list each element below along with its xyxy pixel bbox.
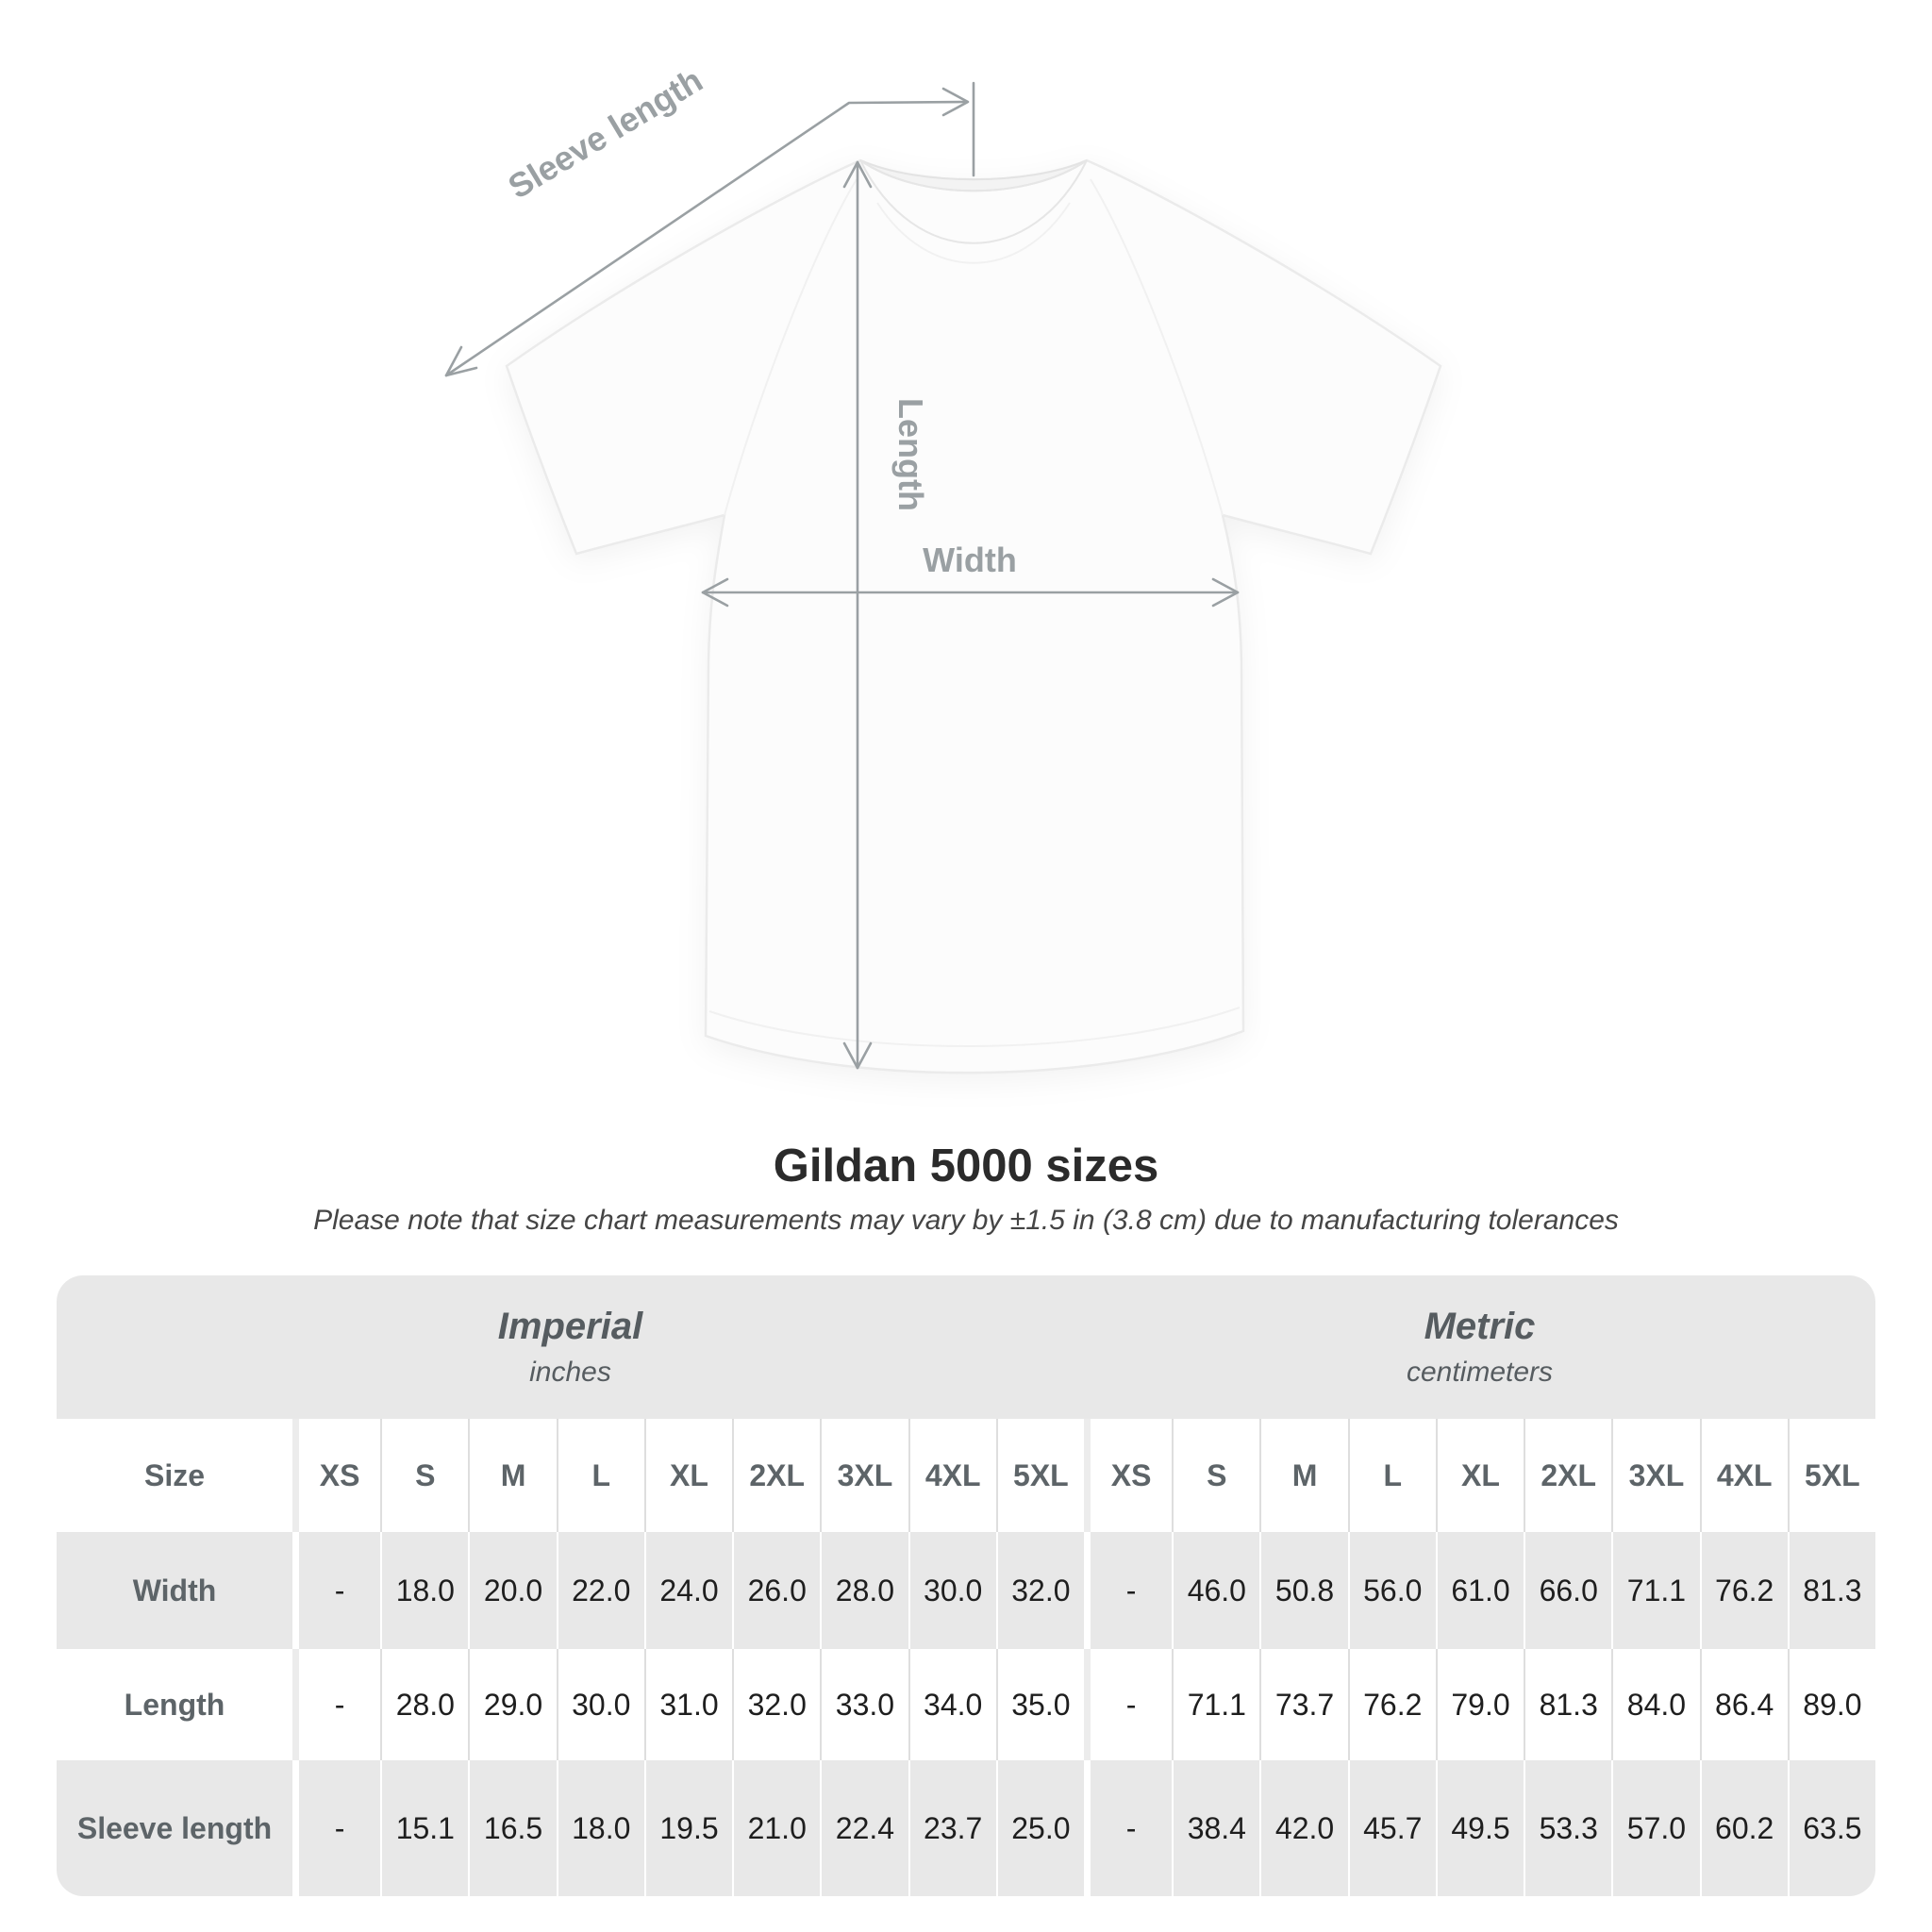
row-label: Width: [132, 1573, 217, 1607]
table-cell: 32.0: [732, 1649, 820, 1760]
table-cell: 28.0: [380, 1649, 468, 1760]
table-cell: 76.2: [1700, 1532, 1788, 1649]
table-cell: 46.0: [1172, 1532, 1259, 1649]
table-cell: 35.0: [996, 1649, 1084, 1760]
table-cell: 18.0: [380, 1532, 468, 1649]
table-cell: 18.0: [557, 1760, 644, 1896]
size-table: [57, 1275, 1875, 1896]
row-label: Sleeve length: [76, 1810, 273, 1845]
table-cell: -: [292, 1649, 380, 1760]
size-header-metric: 4XL: [1700, 1419, 1788, 1532]
row-label: Length: [124, 1687, 225, 1722]
size-header-row: [57, 1419, 1875, 1532]
size-header-imperial: 5XL: [996, 1419, 1084, 1532]
table-cell: 26.0: [732, 1532, 820, 1649]
table-cell: -: [1084, 1532, 1172, 1649]
size-header-metric: 5XL: [1788, 1419, 1875, 1532]
table-cell: 56.0: [1348, 1532, 1436, 1649]
table-cell: 53.3: [1524, 1760, 1611, 1896]
table-cell: 50.8: [1259, 1532, 1347, 1649]
table-row-width: [57, 1532, 1875, 1649]
table-cell: 22.4: [820, 1760, 908, 1896]
table-cell: 66.0: [1524, 1532, 1611, 1649]
table-cell: 71.1: [1611, 1532, 1699, 1649]
table-cell: 38.4: [1172, 1760, 1259, 1896]
table-cell: 32.0: [996, 1532, 1084, 1649]
table-cell: 24.0: [644, 1532, 732, 1649]
table-cell: 79.0: [1436, 1649, 1524, 1760]
size-header-imperial: 4XL: [908, 1419, 996, 1532]
table-cell: 20.0: [468, 1532, 556, 1649]
metric-unit: centimeters: [1406, 1357, 1554, 1388]
table-cell: 30.0: [908, 1532, 996, 1649]
metric-heading: Metric: [1424, 1306, 1536, 1347]
size-header-imperial: XL: [644, 1419, 732, 1532]
table-row-length: [57, 1649, 1875, 1760]
table-cell: 89.0: [1788, 1649, 1875, 1760]
table-cell: 21.0: [732, 1760, 820, 1896]
length-label: Length: [891, 398, 930, 511]
imperial-heading: Imperial: [497, 1306, 643, 1347]
table-cell: 61.0: [1436, 1532, 1524, 1649]
table-cell: -: [1084, 1649, 1172, 1760]
table-row-sleeve-length: [57, 1760, 1875, 1896]
table-cell: 73.7: [1259, 1649, 1347, 1760]
table-cell: 76.2: [1348, 1649, 1436, 1760]
size-header-imperial: M: [468, 1419, 556, 1532]
table-cell: 23.7: [908, 1760, 996, 1896]
size-header-metric: 3XL: [1611, 1419, 1699, 1532]
width-label: Width: [923, 541, 1017, 579]
size-header-imperial: S: [380, 1419, 468, 1532]
table-cell: 71.1: [1172, 1649, 1259, 1760]
table-cell: 28.0: [820, 1532, 908, 1649]
page-title: Gildan 5000 sizes: [773, 1141, 1159, 1191]
size-header-metric: S: [1172, 1419, 1259, 1532]
unit-group-row: [57, 1275, 1875, 1419]
table-cell: 31.0: [644, 1649, 732, 1760]
table-cell: 15.1: [380, 1760, 468, 1896]
page-subtitle: Please note that size chart measurements may vary by ±1.5 in (3.8 cm) due to manufacturing tolerances: [313, 1205, 1619, 1236]
table-cell: 33.0: [820, 1649, 908, 1760]
size-header-metric: XL: [1436, 1419, 1524, 1532]
imperial-unit: inches: [529, 1357, 611, 1388]
sleeve-length-label: Sleeve length: [501, 59, 709, 207]
table-cell: 29.0: [468, 1649, 556, 1760]
table-cell: 42.0: [1259, 1760, 1347, 1896]
table-cell: 81.3: [1788, 1532, 1875, 1649]
size-header-metric: 2XL: [1524, 1419, 1611, 1532]
size-header-imperial: 3XL: [820, 1419, 908, 1532]
table-cell: 19.5: [644, 1760, 732, 1896]
unit-group-imperial: [57, 1275, 1084, 1419]
size-header-metric: XS: [1084, 1419, 1172, 1532]
table-cell: 45.7: [1348, 1760, 1436, 1896]
size-header-metric: M: [1259, 1419, 1347, 1532]
size-header-metric: L: [1348, 1419, 1436, 1532]
table-cell: 22.0: [557, 1532, 644, 1649]
table-cell: -: [1084, 1760, 1172, 1896]
table-cell: 30.0: [557, 1649, 644, 1760]
size-column-header: Size: [143, 1457, 206, 1492]
size-header-imperial: XS: [292, 1419, 380, 1532]
table-cell: 25.0: [996, 1760, 1084, 1896]
table-cell: 49.5: [1436, 1760, 1524, 1896]
table-cell: 81.3: [1524, 1649, 1611, 1760]
table-cell: 34.0: [908, 1649, 996, 1760]
table-cell: 84.0: [1611, 1649, 1699, 1760]
table-cell: 86.4: [1700, 1649, 1788, 1760]
table-cell: -: [292, 1532, 380, 1649]
table-cell: 16.5: [468, 1760, 556, 1896]
table-cell: -: [292, 1760, 380, 1896]
unit-group-metric: [1084, 1275, 1875, 1419]
size-header-imperial: L: [557, 1419, 644, 1532]
size-header-imperial: 2XL: [732, 1419, 820, 1532]
table-cell: 57.0: [1611, 1760, 1699, 1896]
table-cell: 63.5: [1788, 1760, 1875, 1896]
tshirt-silhouette: [507, 160, 1441, 1073]
table-cell: 60.2: [1700, 1760, 1788, 1896]
tshirt-outline: [507, 160, 1441, 1073]
